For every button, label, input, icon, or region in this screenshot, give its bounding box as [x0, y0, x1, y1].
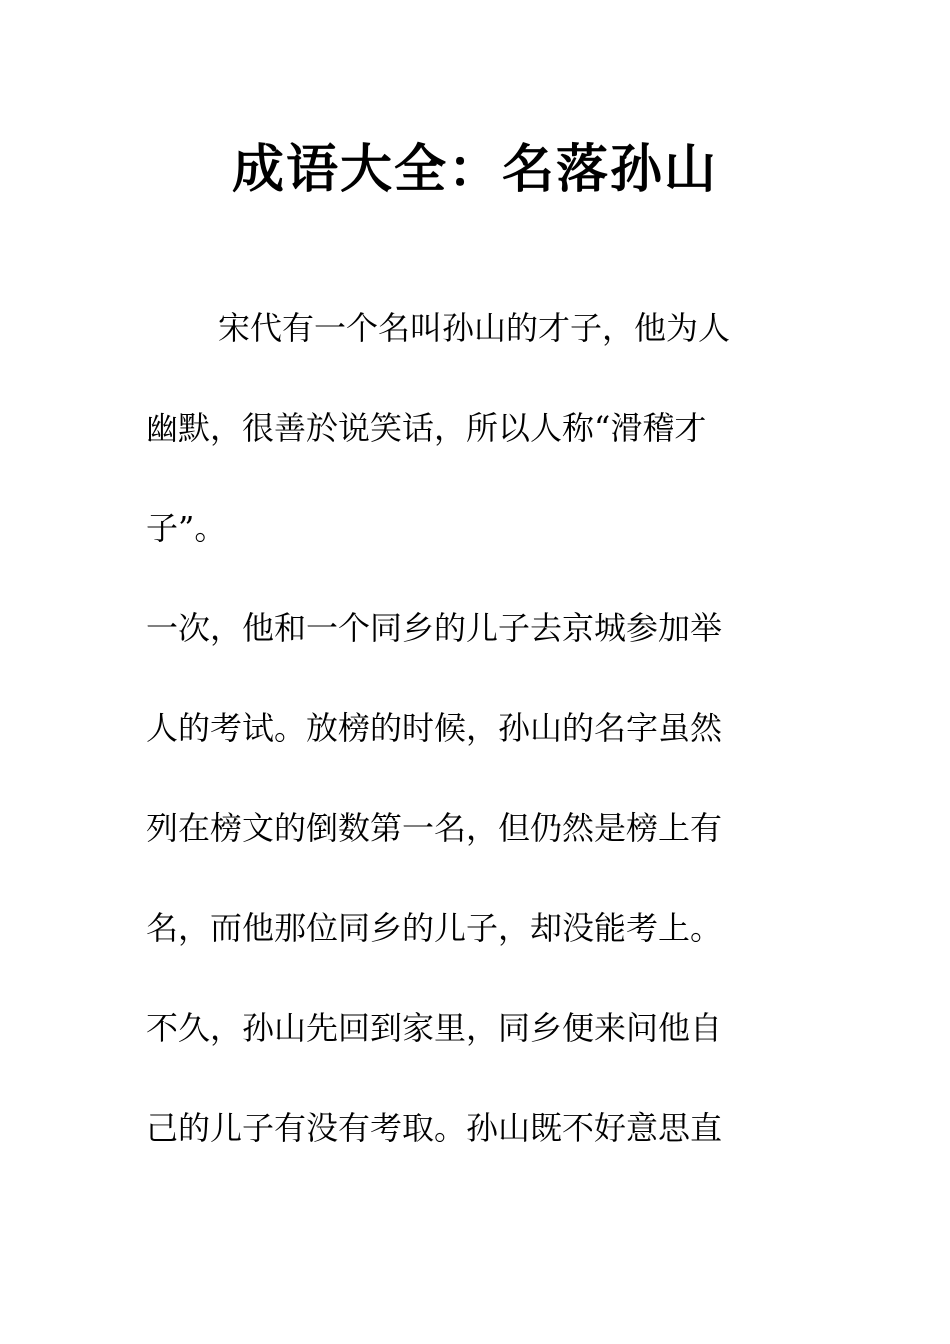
- body-text: [146, 300, 808, 1200]
- text-line: 不久，孙山先回到家里，同乡便来问他自: [146, 1009, 723, 1047]
- text-line: 幽默，很善於说笑话，所以人称“滑稽才: [146, 409, 707, 447]
- text-line: 人的考试。放榜的时候，孙山的名字虽然: [146, 709, 723, 747]
- page-title: 成语大全：名落孙山: [231, 140, 718, 200]
- text-line: 己的儿子有没有考取。孙山既不好意思直: [146, 1109, 723, 1147]
- text-line: 子”。: [146, 509, 227, 547]
- text-line: 宋代有一个名叫孙山的才子，他为人: [218, 309, 731, 347]
- text-line: 列在榜文的倒数第一名，但仍然是榜上有: [146, 809, 723, 847]
- text-line: 一次，他和一个同乡的儿子去京城参加举: [146, 609, 723, 647]
- text-line: 名，而他那位同乡的儿子，却没能考上。: [146, 909, 723, 947]
